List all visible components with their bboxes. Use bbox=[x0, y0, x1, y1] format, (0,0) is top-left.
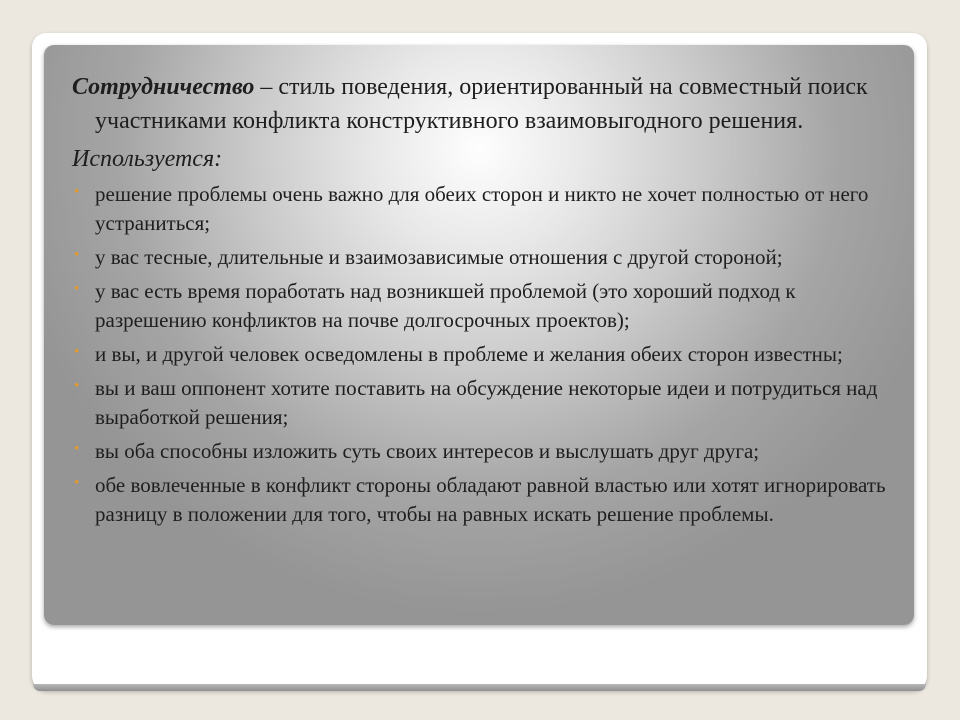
bullet-text: и вы, и другой человек осведомлены в проблеме и желания обеих сторон известны; bbox=[95, 342, 843, 366]
definition-text: – стиль поведения, ориентированный на совместный поиск участниками конфликта конструктивного взаимовыгодного решения. bbox=[95, 74, 868, 134]
list-item bbox=[72, 277, 902, 335]
bullet-icon: • bbox=[74, 344, 80, 360]
list-item bbox=[72, 471, 902, 529]
slide-text bbox=[72, 70, 902, 534]
bullet-text: обе вовлеченные в конфликт стороны обладают равной властью или хотят игнорировать разницу в положении для того, чтобы на равных искать решение проблемы. bbox=[95, 473, 886, 526]
used-heading: Используется: bbox=[72, 146, 223, 172]
bullet-text: решение проблемы очень важно для обеих сторон и никто не хочет полностью от него устраниться; bbox=[95, 182, 869, 235]
slide-bottom-bar bbox=[33, 684, 926, 691]
bullet-icon: • bbox=[74, 281, 80, 297]
bullet-list bbox=[72, 180, 902, 529]
bullet-icon: • bbox=[74, 475, 80, 491]
list-item bbox=[72, 180, 902, 238]
bullet-icon: • bbox=[74, 378, 80, 394]
bullet-text: у вас есть время поработать над возникшей проблемой (это хороший подход к разрешению конфликтов на почве долгосрочных проектов); bbox=[95, 279, 796, 332]
list-item bbox=[72, 340, 902, 369]
definition-paragraph bbox=[72, 70, 902, 138]
bullet-icon: • bbox=[74, 441, 80, 457]
bullet-icon: • bbox=[74, 184, 80, 200]
definition-term: Сотрудничество bbox=[72, 74, 255, 100]
list-item bbox=[72, 243, 902, 272]
bullet-text: вы оба способны изложить суть своих интересов и выслушать друг друга; bbox=[95, 439, 760, 463]
bullet-text: у вас тесные, длительные и взаимозависимые отношения с другой стороной; bbox=[95, 245, 783, 269]
list-item bbox=[72, 374, 902, 432]
bullet-icon: • bbox=[74, 247, 80, 263]
bullet-text: вы и ваш оппонент хотите поставить на обсуждение некоторые идеи и потрудиться над выработкой решения; bbox=[95, 376, 878, 429]
list-item bbox=[72, 437, 902, 466]
